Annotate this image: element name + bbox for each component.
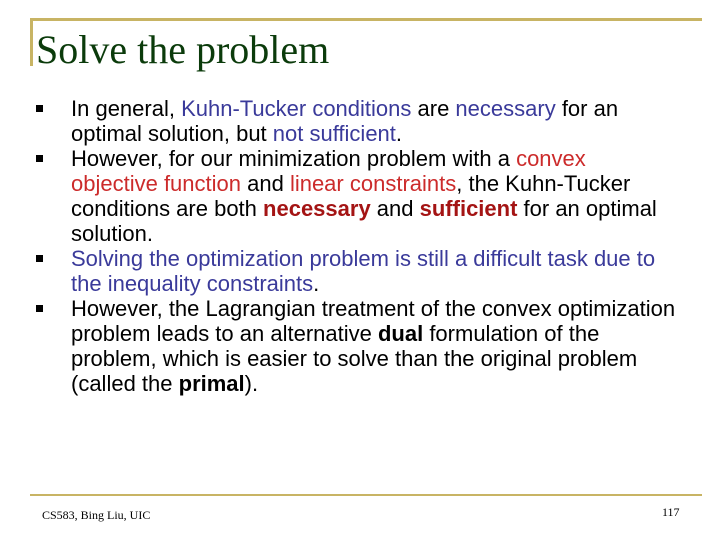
footer-credit: CS583, Bing Liu, UIC — [42, 508, 151, 522]
frame-left-border — [30, 18, 33, 66]
bullet-item — [36, 246, 676, 296]
bullet-text-segment: However, for our minimization problem with a — [71, 146, 517, 171]
bullet-item — [36, 146, 676, 246]
bullet-text-segment: ). — [244, 371, 259, 396]
bullet-list — [36, 96, 676, 396]
bullet-text-segment: for an optimal solution, but — [71, 96, 619, 146]
bullet-text-segment: and — [241, 171, 290, 196]
bullet-text-segment: dual — [377, 321, 424, 346]
bullet-text-segment: formulation of the problem, which is easier to solve than the original problem (called the — [71, 321, 638, 396]
slide-title: Solve the problem — [36, 27, 330, 72]
bullet-text-segment: necessary — [263, 196, 371, 221]
bullet-text-segment: convex objective function — [71, 146, 586, 196]
frame-top-border — [30, 18, 702, 21]
bullet-text-segment: Solving the optimization problem is still a difficult task due to the inequality constraints — [71, 246, 656, 296]
bullet-text-segment: . — [395, 121, 403, 146]
square-bullet-icon — [36, 155, 43, 162]
bullet-text-segment: and — [370, 196, 420, 221]
footer-divider — [30, 494, 702, 496]
bullet-item — [36, 296, 676, 396]
bullet-text-segment: Kuhn-Tucker conditions — [181, 96, 412, 121]
bullet-text-segment: primal — [178, 371, 245, 396]
bullet-text-segment: However, the Lagrangian treatment of the convex optimization problem leads to an alternative — [71, 296, 676, 346]
bullet-text-segment: In general, — [71, 96, 182, 121]
bullet-text-segment: for an optimal solution. — [71, 196, 657, 246]
bullet-item — [36, 96, 676, 146]
bullet-text-segment: linear constraints — [289, 171, 457, 196]
bullet-text-segment: not sufficient — [272, 121, 396, 146]
bullet-text-segment: are — [411, 96, 456, 121]
square-bullet-icon — [36, 255, 43, 262]
square-bullet-icon — [36, 305, 43, 312]
page-number: 117 — [662, 505, 680, 519]
bullet-text-segment: , the Kuhn-Tucker conditions are both — [71, 171, 631, 221]
bullet-text-segment: . — [313, 271, 320, 296]
square-bullet-icon — [36, 105, 43, 112]
bullet-text-segment: necessary — [455, 96, 556, 121]
bullet-text-segment: sufficient — [419, 196, 518, 221]
